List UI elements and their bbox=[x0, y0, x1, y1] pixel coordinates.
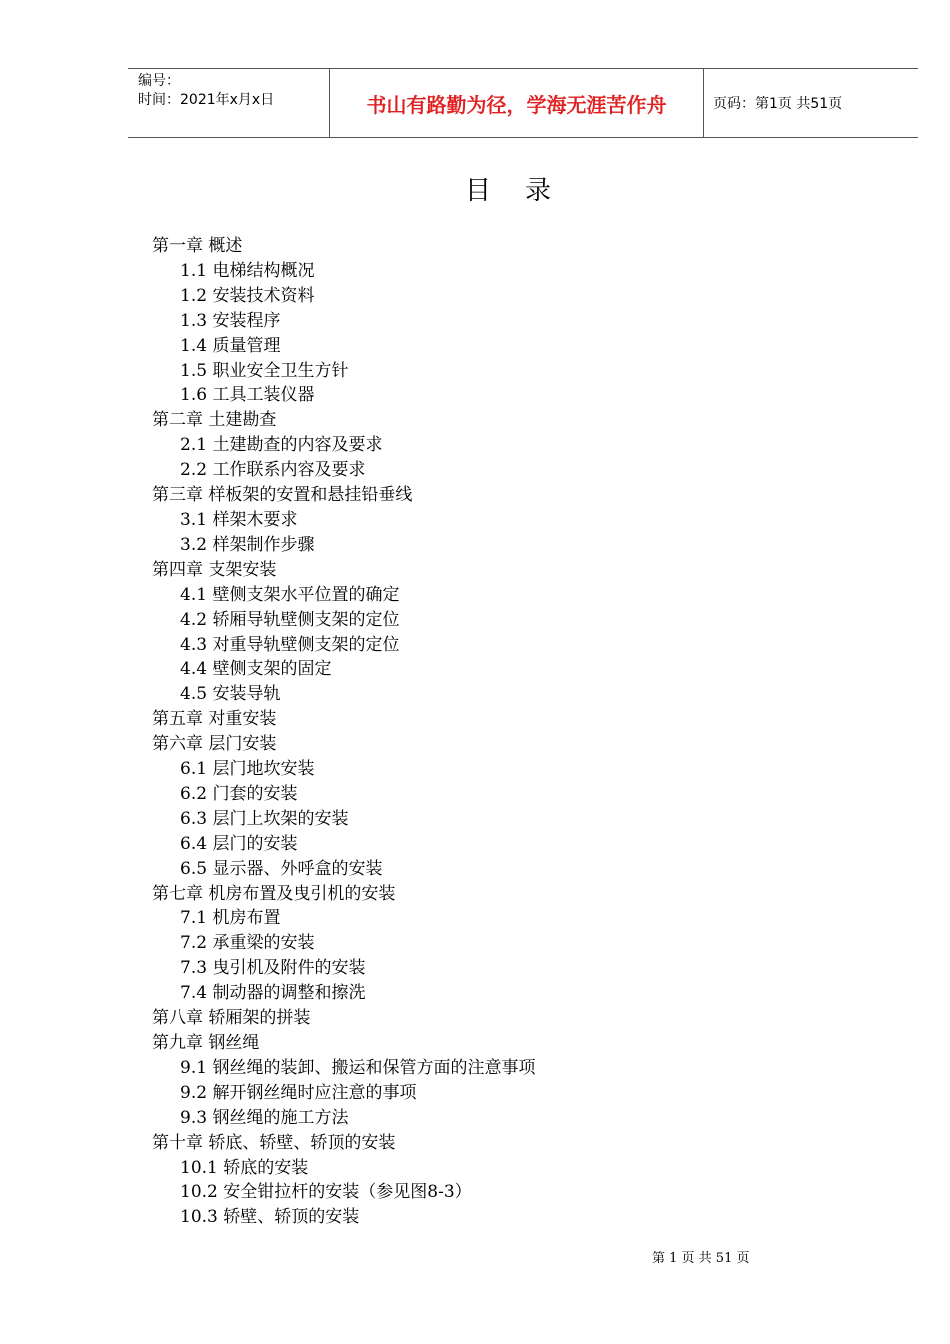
toc-section: 7.2 承重梁的安装 bbox=[180, 933, 315, 954]
toc-chapter: 第九章 钢丝绳 bbox=[152, 1033, 260, 1053]
toc-section: 6.4 层门的安装 bbox=[180, 833, 298, 854]
toc-section: 10.3 轿壁、轿顶的安装 bbox=[180, 1207, 360, 1228]
header-page-info: 页码：第1页 共51页 bbox=[713, 96, 843, 112]
toc-section: 1.3 安装程序 bbox=[180, 310, 281, 331]
time-label: 时间：2021年x月x日 bbox=[138, 92, 275, 108]
toc-section: 1.1 电梯结构概况 bbox=[180, 260, 315, 281]
header-meta bbox=[128, 69, 330, 137]
toc-section: 10.2 安全钳拉杆的安装（参见图8-3） bbox=[180, 1182, 472, 1203]
toc-section: 4.4 壁侧支架的固定 bbox=[180, 659, 332, 680]
toc-section: 3.1 样架木要求 bbox=[180, 509, 298, 530]
toc-chapter: 第二章 土建勘查 bbox=[152, 410, 277, 431]
toc-chapter: 第七章 机房布置及曳引机的安装 bbox=[152, 883, 396, 904]
toc-section: 6.5 显示器、外呼盒的安装 bbox=[180, 858, 383, 879]
toc-chapter: 第一章 概述 bbox=[152, 236, 243, 256]
toc-section: 7.3 曳引机及附件的安装 bbox=[180, 958, 366, 979]
toc-chapter: 第十章 轿底、轿壁、轿顶的安装 bbox=[152, 1132, 396, 1153]
toc-section: 10.1 轿底的安装 bbox=[180, 1157, 309, 1178]
toc-section: 9.1 钢丝绳的装卸、搬运和保管方面的注意事项 bbox=[180, 1057, 536, 1078]
toc-section: 3.2 样架制作步骤 bbox=[180, 534, 315, 555]
toc-section: 6.1 层门地坎安装 bbox=[180, 759, 315, 780]
toc-section: 6.2 门套的安装 bbox=[180, 783, 298, 804]
code-label: 编号： bbox=[138, 73, 180, 89]
toc-section: 4.5 安装导轨 bbox=[180, 684, 281, 705]
toc-section: 4.2 轿厢导轨壁侧支架的定位 bbox=[180, 609, 400, 630]
toc-section: 6.3 层门上坎架的安装 bbox=[180, 808, 349, 829]
toc-chapter: 第四章 支架安装 bbox=[152, 559, 277, 580]
toc-chapter: 第八章 轿厢架的拼装 bbox=[152, 1008, 311, 1029]
header-motto: 书山有路勤为径，学海无涯苦作舟 bbox=[330, 69, 704, 137]
toc-section: 2.2 工作联系内容及要求 bbox=[180, 460, 366, 481]
toc-section: 1.5 职业安全卫生方针 bbox=[180, 360, 349, 381]
toc-section: 1.4 质量管理 bbox=[180, 335, 281, 356]
page-header bbox=[128, 68, 918, 138]
toc-section: 9.2 解开钢丝绳时应注意的事项 bbox=[180, 1082, 417, 1103]
toc-section: 1.2 安装技术资料 bbox=[180, 285, 315, 306]
table-of-contents bbox=[152, 234, 535, 1230]
toc-section: 7.4 制动器的调整和擦洗 bbox=[180, 983, 366, 1004]
toc-chapter: 第三章 样板架的安置和悬挂铅垂线 bbox=[152, 485, 413, 506]
toc-chapter: 第六章 层门安装 bbox=[152, 734, 277, 755]
toc-chapter: 第五章 对重安装 bbox=[152, 709, 277, 730]
toc-section: 2.1 土建勘查的内容及要求 bbox=[180, 435, 383, 456]
toc-section: 1.6 工具工装仪器 bbox=[180, 385, 315, 406]
page-title: 目录 bbox=[464, 176, 585, 206]
page-footer: 第 1 页 共 51 页 bbox=[652, 1251, 750, 1266]
toc-section: 9.3 钢丝绳的施工方法 bbox=[180, 1107, 349, 1128]
toc-section: 7.1 机房布置 bbox=[180, 908, 281, 929]
toc-section: 4.3 对重导轨壁侧支架的定位 bbox=[180, 634, 400, 655]
toc-section: 4.1 壁侧支架水平位置的确定 bbox=[180, 584, 400, 605]
